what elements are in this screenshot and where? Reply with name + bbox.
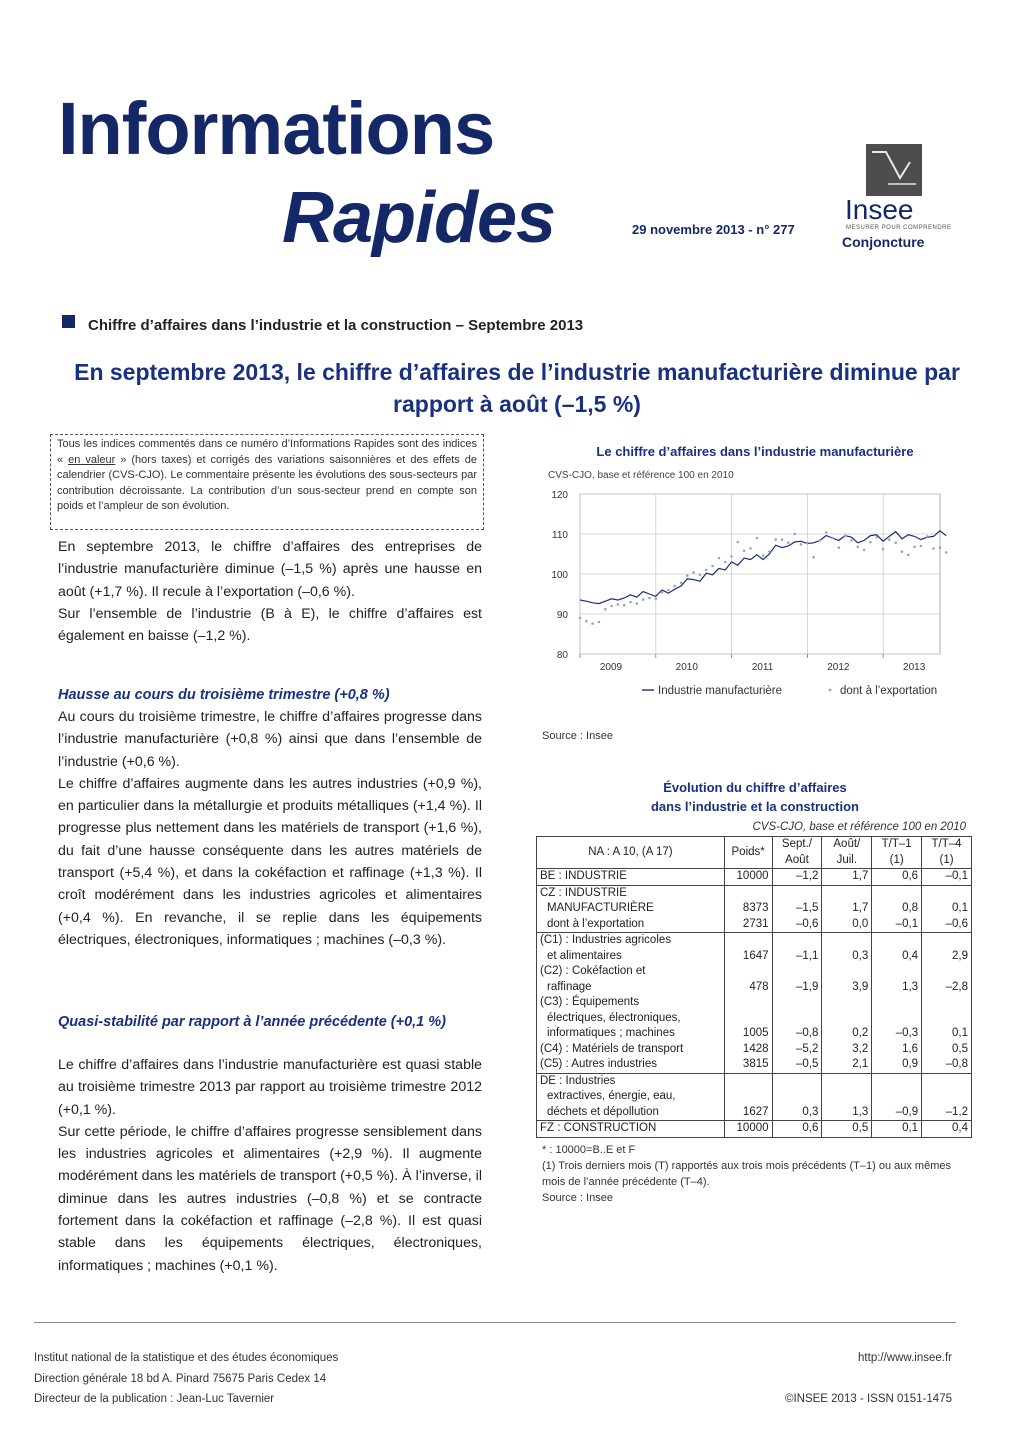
row-value: –0,5 — [772, 1057, 822, 1073]
table-row — [537, 1089, 972, 1105]
export-series-point — [585, 620, 588, 623]
row-value: –1,2 — [922, 1105, 972, 1121]
export-series-point — [825, 531, 828, 534]
row-value: –1,2 — [772, 869, 822, 886]
footer-divider — [34, 1322, 956, 1323]
row-value: 0,6 — [872, 869, 922, 886]
export-series-point — [705, 569, 708, 572]
export-series-point — [806, 542, 809, 545]
turnover-table — [536, 836, 972, 1138]
logo-section: Conjoncture — [842, 234, 925, 250]
table-row — [537, 933, 972, 949]
export-series-point — [838, 546, 841, 549]
export-series-point — [686, 574, 689, 577]
export-series-point — [642, 598, 645, 601]
footer-director: Directeur de la publication : Jean-Luc Tavernier — [34, 1393, 275, 1405]
row-value — [822, 1089, 872, 1105]
chart-title: Le chiffre d’affaires dans l’industrie manufacturière — [596, 444, 914, 459]
row-label: déchets et dépollution — [537, 1105, 725, 1121]
row-value: 1,7 — [822, 869, 872, 886]
export-series-point — [850, 539, 853, 542]
table-title-line1: Évolution du chiffre d’affaires — [663, 780, 847, 795]
table-note: (1) Trois derniers mois (T) rapportés aux trois mois précédents (T–1) ou aux mêmes mois de l’année précédente (T–4). — [542, 1160, 951, 1188]
turnover-line-chart — [540, 484, 970, 710]
table-row — [537, 917, 972, 933]
row-value: 1647 — [724, 949, 772, 965]
export-series-point — [913, 546, 916, 549]
row-value — [772, 995, 822, 1011]
manufacturing-series-line — [580, 531, 946, 604]
export-series-point — [629, 601, 632, 604]
export-series-point — [762, 554, 765, 557]
export-series-point — [939, 546, 942, 549]
export-series-point — [787, 542, 790, 545]
row-value — [822, 995, 872, 1011]
row-label: MANUFACTURIÈRE — [537, 901, 725, 917]
row-value — [724, 1011, 772, 1027]
x-tick-label: 2013 — [903, 662, 926, 673]
row-value: 0,1 — [922, 1026, 972, 1042]
row-value: –5,2 — [772, 1042, 822, 1058]
export-series-point — [882, 548, 885, 551]
legend-label: Industrie manufacturière — [658, 685, 783, 697]
y-tick-label: 100 — [551, 570, 568, 581]
table-row — [537, 949, 972, 965]
table-title-line2: dans l’industrie et la construction — [650, 799, 860, 814]
row-value — [872, 1089, 922, 1105]
table-row — [537, 1105, 972, 1121]
row-value: –0,8 — [772, 1026, 822, 1042]
export-series-point — [604, 608, 607, 611]
row-value — [772, 933, 822, 949]
topic-bullet-icon — [62, 315, 75, 328]
row-value: –2,8 — [922, 980, 972, 996]
footer-url-link[interactable]: http://www.insee.fr — [858, 1352, 952, 1364]
row-value: 10000 — [724, 869, 772, 886]
export-series-point — [610, 605, 613, 608]
export-series-point — [875, 536, 878, 539]
export-series-point — [591, 622, 594, 625]
row-value — [872, 995, 922, 1011]
row-value — [872, 964, 922, 980]
row-value — [872, 885, 922, 901]
row-label: (C4) : Matériels de transport — [537, 1042, 725, 1058]
row-value — [872, 1073, 922, 1089]
row-value: –0,9 — [872, 1105, 922, 1121]
row-value: –0,1 — [922, 869, 972, 886]
chart-subtitle: CVS-CJO, base et référence 100 en 2010 — [548, 470, 734, 481]
row-value: 3,2 — [822, 1042, 872, 1058]
row-value: 0,3 — [772, 1105, 822, 1121]
export-series-point — [888, 538, 891, 541]
row-value — [724, 933, 772, 949]
row-value — [922, 885, 972, 901]
row-value — [772, 885, 822, 901]
row-value — [872, 1011, 922, 1027]
row-value — [724, 964, 772, 980]
row-value: 0,5 — [822, 1121, 872, 1138]
export-series-point — [768, 550, 771, 553]
footer-copyright: ©INSEE 2013 - ISSN 0151-1475 — [784, 1393, 952, 1405]
note-text-2: » (hors taxes) et corrigés des variations saisonnières et des effets de calendrier (CVS-CJO). Le commentaire présente les évolutions des sous-secteurs par contribution décroissante. La contribution d’un sous-secteur prend en compte son poids et l’ampleur de son évolution. — [57, 453, 477, 513]
export-series-point — [718, 557, 721, 560]
export-series-point — [636, 602, 639, 605]
export-series-point — [699, 574, 702, 577]
export-series-point — [819, 539, 822, 542]
table-row — [537, 964, 972, 980]
body-intro — [58, 536, 482, 647]
x-tick-label: 2009 — [599, 662, 623, 673]
row-value: 1428 — [724, 1042, 772, 1058]
export-series-point — [781, 538, 784, 541]
insee-logo-icon — [866, 144, 922, 196]
table-title — [560, 778, 950, 816]
row-value: 1,6 — [872, 1042, 922, 1058]
paragraph: Le chiffre d’affaires dans l’industrie manufacturière est quasi stable au troisième trimestre 2013 par rapport au troisième trimestre 2012 (+0,1 %). — [58, 1057, 482, 1118]
export-series-point — [655, 598, 658, 601]
row-value — [822, 933, 872, 949]
table-subtitle: CVS-CJO, base et référence 100 en 2010 — [752, 821, 966, 833]
export-series-point — [673, 585, 676, 588]
row-value: 0,6 — [772, 1121, 822, 1138]
table-row — [537, 1042, 972, 1058]
export-series-point — [945, 551, 948, 554]
export-series-point — [774, 538, 777, 541]
issue-date: 29 novembre 2013 - n° 277 — [632, 222, 795, 237]
export-series-point — [623, 604, 626, 607]
headline: En septembre 2013, le chiffre d’affaires de l’industrie manufacturière diminue par rapport à août (–1,5 %) — [74, 359, 960, 417]
row-value: 0,8 — [872, 901, 922, 917]
table-row — [537, 885, 972, 901]
row-value: –0,3 — [872, 1026, 922, 1042]
export-series-point — [920, 545, 923, 548]
section-2-body — [58, 1054, 482, 1277]
row-value: 8373 — [724, 901, 772, 917]
table-row — [537, 1011, 972, 1027]
header-t-t4: T/T–4 (1) — [922, 837, 972, 869]
export-series-point — [857, 546, 860, 549]
export-series-point — [894, 542, 897, 545]
row-label: raffinage — [537, 980, 725, 996]
row-value: 0,5 — [922, 1042, 972, 1058]
row-value: 1005 — [724, 1026, 772, 1042]
table-source: Source : Insee — [542, 1192, 613, 1204]
row-value — [772, 1073, 822, 1089]
export-series-point — [756, 537, 759, 540]
export-series-point — [831, 537, 834, 540]
row-value: 1,7 — [822, 901, 872, 917]
export-series-point — [711, 565, 714, 568]
export-series-point — [901, 550, 904, 553]
row-value: 0,1 — [922, 901, 972, 917]
row-label: (C5) : Autres industries — [537, 1057, 725, 1073]
row-label: (C1) : Industries agricoles — [537, 933, 725, 949]
note-text-1: Tous les indices commentés dans ce numéro d’Informations Rapides sont des indices « — [57, 438, 477, 466]
row-value — [922, 1089, 972, 1105]
legend-label: dont à l’exportation — [840, 685, 938, 697]
export-series-point — [793, 533, 796, 536]
export-series-point — [579, 617, 582, 620]
paragraph: Sur cette période, le chiffre d’affaires progresse sensiblement dans les industries agricoles et alimentaires (+2,9 %). Il augmente modérément dans les matériels de transport (+0,5 %). À l’inverse, il diminue dans les autres industries (–0,8 %) et se contracte fortement dans la cokéfaction et raffinage (–2,8 %). Il est quasi stable dans les équipements électriques, électroniques, informatiques ; machines (+0,1 %). — [58, 1123, 482, 1274]
row-value — [724, 1089, 772, 1105]
logo-tagline: MESURER POUR COMPRENDRE — [846, 225, 952, 231]
table-notes — [542, 1142, 970, 1206]
export-series-point — [680, 582, 683, 585]
row-value: –1,5 — [772, 901, 822, 917]
row-label: DE : Industries — [537, 1073, 725, 1089]
row-value: 10000 — [724, 1121, 772, 1138]
export-series-point — [737, 541, 740, 544]
publication-title: Informations — [58, 87, 495, 170]
row-value: 0,2 — [822, 1026, 872, 1042]
table-row — [537, 869, 972, 886]
section-heading: Quasi-stabilité par rapport à l’année précédente (+0,1 %) — [58, 1014, 446, 1030]
header-sept-aug: Sept./ Août — [772, 837, 822, 869]
row-value: 0,4 — [922, 1121, 972, 1138]
row-value: 1,3 — [872, 980, 922, 996]
row-value — [724, 885, 772, 901]
row-value — [922, 933, 972, 949]
row-value — [822, 964, 872, 980]
export-series-point — [800, 543, 803, 546]
table-row — [537, 1121, 972, 1138]
row-value — [724, 1073, 772, 1089]
table-row — [537, 1026, 972, 1042]
row-label: et alimentaires — [537, 949, 725, 965]
row-label: dont à l’exportation — [537, 917, 725, 933]
x-tick-label: 2012 — [827, 662, 850, 673]
row-value: 2731 — [724, 917, 772, 933]
row-value: 1,3 — [822, 1105, 872, 1121]
section-heading: Hausse au cours du troisième trimestre (+0,8 %) — [58, 687, 390, 703]
row-value: 0,0 — [822, 917, 872, 933]
row-value: –0,8 — [922, 1057, 972, 1073]
export-series-point — [667, 589, 670, 592]
row-value — [772, 964, 822, 980]
row-value: 0,4 — [872, 949, 922, 965]
paragraph: Le chiffre d’affaires augmente dans les autres industries (+0,9 %), en particulier dans la métallurgie et produits métalliques (+1,4 %). Il progresse plus nettement dans les matériels de transport (+1,6 %), du fait d’une hausse conséquente dans les autres matériels de transport (+5,4 %), et dans la cokéfaction et raffinage (+1,3 %). Il croît modérément dans les industries agricoles et alimentaires (+0,4 %). En revanche, il se replie dans les équipements électriques, électroniques, informatiques ; machines (–0,3 %). — [58, 775, 482, 948]
row-value — [822, 885, 872, 901]
row-label: CZ : INDUSTRIE — [537, 885, 725, 901]
x-tick-label: 2011 — [751, 662, 774, 673]
row-value — [822, 1073, 872, 1089]
section-1-body — [58, 706, 482, 951]
header-weight: Poids* — [724, 837, 772, 869]
methodology-note — [50, 434, 484, 530]
row-label: (C3) : Équipements — [537, 995, 725, 1011]
export-series-point — [661, 591, 664, 594]
footer-address: Direction générale 18 bd A. Pinard 75675 Paris Cedex 14 — [34, 1373, 327, 1385]
y-tick-label: 110 — [552, 530, 568, 541]
y-tick-label: 80 — [556, 650, 568, 661]
row-value: –0,6 — [922, 917, 972, 933]
x-tick-label: 2010 — [675, 662, 698, 673]
table-note: * : 10000=B..E et F — [542, 1144, 636, 1156]
export-series-point — [907, 554, 910, 557]
table-row — [537, 980, 972, 996]
row-value — [922, 964, 972, 980]
export-series-point — [869, 541, 872, 544]
export-series-point — [749, 547, 752, 550]
topic-label: Chiffre d’affaires dans l’industrie et la construction – Septembre 2013 — [88, 317, 584, 334]
legend-swatch-export — [829, 689, 832, 692]
row-value: 478 — [724, 980, 772, 996]
row-value: 0,3 — [822, 949, 872, 965]
table-row — [537, 901, 972, 917]
paragraph: Au cours du troisième trimestre, le chiffre d’affaires progresse dans l’industrie manufacturière (+0,8 %) ainsi que dans l’ensemble de l’industrie (+0,6 %). — [58, 709, 482, 770]
row-value: –1,9 — [772, 980, 822, 996]
y-tick-label: 90 — [556, 610, 568, 621]
row-value: 2,9 — [922, 949, 972, 965]
row-value — [922, 995, 972, 1011]
export-series-point — [932, 547, 935, 550]
row-label: BE : INDUSTRIE — [537, 869, 725, 886]
row-value — [772, 1089, 822, 1105]
header-t-t1: T/T–1 (1) — [872, 837, 922, 869]
row-label: (C2) : Cokéfaction et — [537, 964, 725, 980]
row-label: informatiques ; machines — [537, 1026, 725, 1042]
export-series-point — [743, 550, 746, 553]
table-header-row — [537, 837, 972, 869]
row-value: 2,1 — [822, 1057, 872, 1073]
logo-name: Insee — [845, 194, 914, 225]
row-value — [872, 933, 922, 949]
export-series-point — [844, 534, 847, 537]
table-row — [537, 1057, 972, 1073]
row-label: FZ : CONSTRUCTION — [537, 1121, 725, 1138]
export-series-point — [863, 549, 866, 552]
row-label: électriques, électroniques, — [537, 1011, 725, 1027]
row-value — [922, 1073, 972, 1089]
export-series-point — [692, 571, 695, 574]
export-series-point — [598, 621, 601, 624]
paragraph: En septembre 2013, le chiffre d’affaires des entreprises de l’industrie manufacturière diminue (–1,5 %) après une hausse en août (+1,7 %). Il recule à l’exportation (–0,6 %). — [58, 539, 482, 600]
header-na: NA : A 10, (A 17) — [537, 837, 725, 869]
row-value — [922, 1011, 972, 1027]
row-value: –0,6 — [772, 917, 822, 933]
chart-source: Source : Insee — [542, 730, 613, 742]
export-series-point — [730, 555, 733, 558]
y-tick-label: 120 — [551, 490, 568, 501]
export-series-point — [648, 597, 651, 600]
row-value: –1,1 — [772, 949, 822, 965]
table-row — [537, 1073, 972, 1089]
export-series-point — [926, 535, 929, 538]
header-aug-jul: Août/ Juil. — [822, 837, 872, 869]
row-value: 3,9 — [822, 980, 872, 996]
export-series-point — [617, 603, 620, 606]
row-value: 0,9 — [872, 1057, 922, 1073]
publication-subtitle: Rapides — [282, 178, 556, 258]
paragraph: Sur l’ensemble de l’industrie (B à E), le chiffre d’affaires est également en baisse (–1,2 %). — [58, 605, 482, 645]
footer-institution: Institut national de la statistique et des études économiques — [34, 1352, 339, 1364]
row-value: 1627 — [724, 1105, 772, 1121]
note-link[interactable]: en valeur — [68, 453, 116, 466]
row-value — [724, 995, 772, 1011]
row-value — [772, 1011, 822, 1027]
row-value: 0,1 — [872, 1121, 922, 1138]
row-label: extractives, énergie, eau, — [537, 1089, 725, 1105]
row-value: –0,1 — [872, 917, 922, 933]
row-value: 3815 — [724, 1057, 772, 1073]
export-series-point — [724, 561, 727, 564]
row-value — [822, 1011, 872, 1027]
table-row — [537, 995, 972, 1011]
export-series-point — [812, 556, 815, 559]
